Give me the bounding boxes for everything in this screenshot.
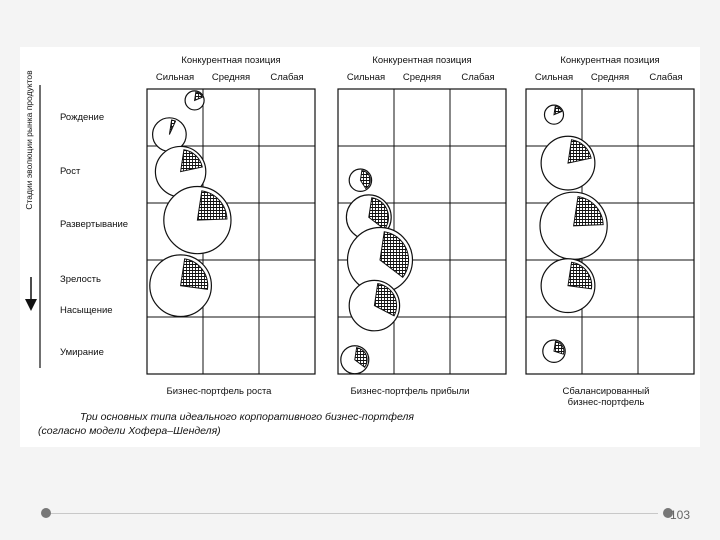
business-bubble bbox=[349, 169, 371, 191]
decor-dot-left bbox=[41, 508, 51, 518]
business-bubble bbox=[150, 255, 212, 317]
stage-label: Зрелость bbox=[60, 274, 101, 285]
business-bubble bbox=[544, 105, 563, 124]
stage-label: Насыщение bbox=[60, 305, 113, 316]
column-label: Сильная bbox=[534, 72, 574, 83]
business-bubble bbox=[164, 187, 231, 254]
panel-caption: Сбалансированный bbox=[562, 386, 650, 397]
portfolio-panel bbox=[338, 55, 506, 397]
column-label: Средняя bbox=[402, 72, 442, 83]
slide-number: 103 bbox=[670, 508, 691, 522]
bubble-share-wedge bbox=[574, 197, 604, 226]
stage-label: Умирание bbox=[60, 347, 104, 358]
panels bbox=[147, 55, 694, 408]
business-bubble bbox=[541, 136, 595, 190]
business-bubble bbox=[349, 280, 399, 330]
figure-panel bbox=[20, 47, 700, 447]
column-label: Слабая bbox=[461, 72, 495, 83]
panel-caption: Бизнес-портфель прибыли bbox=[350, 386, 470, 397]
bubble-share-wedge bbox=[181, 259, 208, 289]
stage-label: Развертывание bbox=[60, 219, 129, 230]
bubble-share-wedge bbox=[568, 262, 592, 289]
column-label: Сильная bbox=[346, 72, 386, 83]
business-bubble bbox=[185, 91, 204, 110]
portfolio-diagram bbox=[20, 47, 700, 447]
decor-line bbox=[48, 513, 658, 514]
competitive-position-header: Конкурентная позиция bbox=[560, 55, 660, 66]
figure-title-line-2: (согласно модели Хофера–Шенделя) bbox=[38, 425, 221, 437]
figure-title-line-1: Три основных типа идеального корпоративного бизнес-портфеля bbox=[80, 411, 415, 423]
column-label: Слабая bbox=[270, 72, 304, 83]
business-bubble bbox=[543, 340, 565, 362]
stage-label: Рождение bbox=[60, 112, 105, 123]
business-bubble bbox=[540, 192, 607, 259]
panel-caption: бизнес-портфель bbox=[567, 397, 645, 408]
column-label: Средняя bbox=[590, 72, 630, 83]
competitive-position-header: Конкурентная позиция bbox=[181, 55, 281, 66]
stage-label: Рост bbox=[60, 166, 81, 177]
portfolio-panel bbox=[526, 55, 694, 408]
column-label: Сильная bbox=[155, 72, 195, 83]
stage-labels bbox=[60, 112, 128, 358]
business-bubble bbox=[541, 259, 595, 313]
bubble-share-wedge bbox=[197, 191, 227, 220]
column-label: Слабая bbox=[649, 72, 683, 83]
column-label: Средняя bbox=[211, 72, 251, 83]
evolution-axis-label: Стадии эволюции рынка продуктов bbox=[24, 70, 34, 210]
portfolio-panel bbox=[147, 55, 315, 397]
competitive-position-header: Конкурентная позиция bbox=[372, 55, 472, 66]
panel-caption: Бизнес-портфель роста bbox=[166, 386, 272, 397]
business-bubble bbox=[341, 346, 369, 374]
